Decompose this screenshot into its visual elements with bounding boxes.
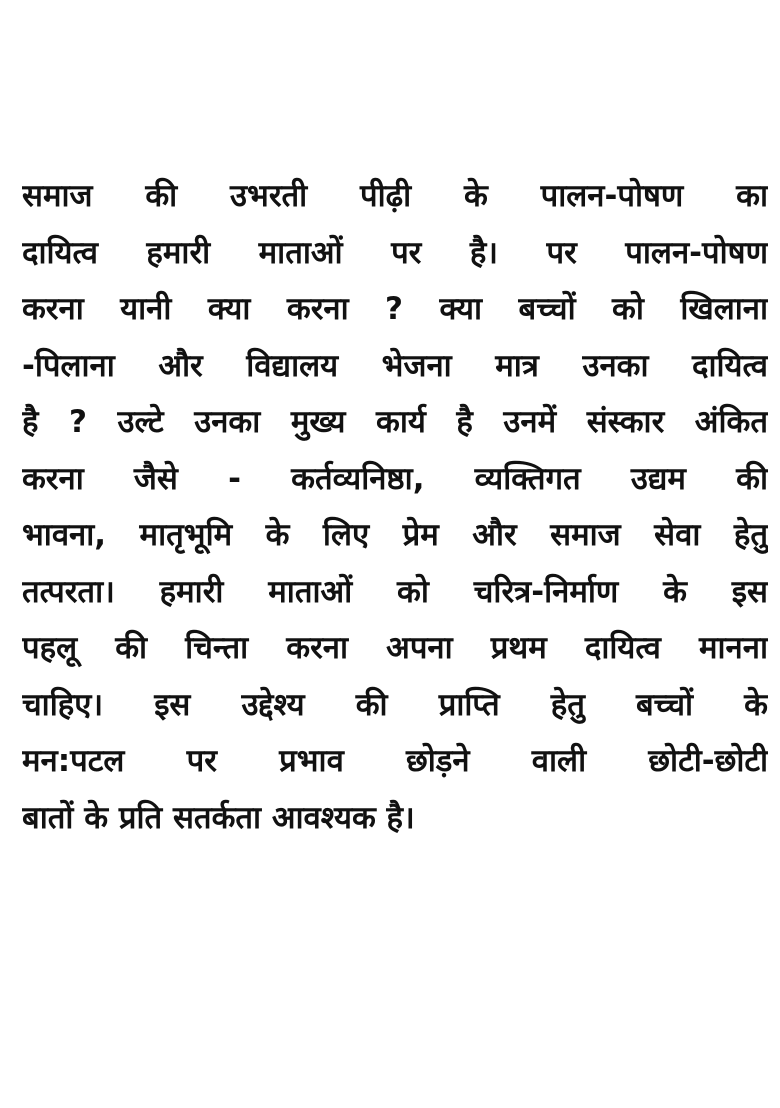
paragraph-line: -पिलाना और विद्यालय भेजना मात्र उनका दायित्व bbox=[22, 347, 768, 384]
paragraph-line: करना जैसे - कर्तव्यनिष्ठा, व्यक्तिगत उद्यम की bbox=[22, 460, 768, 497]
paragraph-line: चाहिए। इस उद्देश्य की प्राप्ति हेतु बच्चों के bbox=[22, 686, 768, 723]
paragraph-line: तत्परता। हमारी माताओं को चरित्र-निर्माण के इस bbox=[22, 573, 768, 610]
paragraph-line: पहलू की चिन्ता करना अपना प्रथम दायित्व मानना bbox=[22, 630, 768, 666]
paragraph-line: बातों के प्रति सतर्कता आवश्यक है। bbox=[22, 799, 415, 836]
paragraph-line: है ? उल्टे उनका मुख्य कार्य है उनमें संस्कार अंकित bbox=[22, 404, 768, 440]
paragraph-line: करना यानी क्या करना ? क्या बच्चों को खिलाना bbox=[22, 291, 768, 327]
paragraph-line: दायित्व हमारी माताओं पर है। पर पालन-पोषण bbox=[22, 234, 768, 271]
paragraph-line: समाज की उभरती पीढ़ी के पालन-पोषण का bbox=[22, 178, 768, 214]
paragraph bbox=[22, 168, 768, 846]
paragraph-line: भावना, मातृभूमि के लिए प्रेम और समाज सेवा हेतु bbox=[22, 517, 768, 553]
paragraph-line: मन:पटल पर प्रभाव छोड़ने वाली छोटी-छोटी bbox=[22, 743, 768, 779]
